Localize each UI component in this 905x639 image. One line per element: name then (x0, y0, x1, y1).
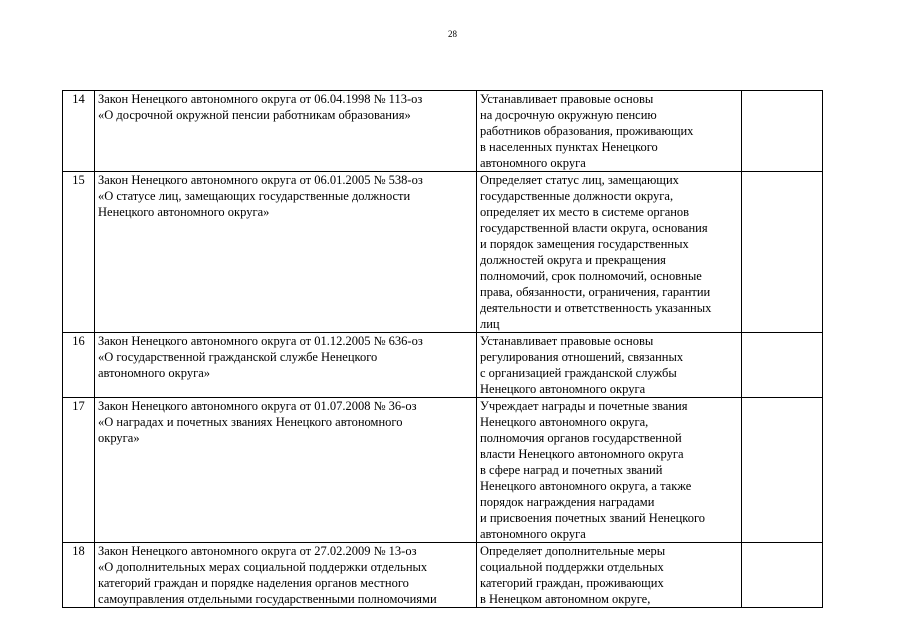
law-description-line: Ненецкого автономного округа (480, 382, 646, 396)
law-title-line: округа» (98, 431, 140, 445)
law-description-line: категорий граждан, проживающих (480, 576, 664, 590)
law-description-line: полномочий, срок полномочий, основные (480, 269, 702, 283)
note-cell (742, 172, 823, 333)
row-number-cell: 15 (63, 172, 95, 333)
law-description-line: с организацией гражданской службы (480, 366, 677, 380)
law-description-line: государственные должности округа, (480, 189, 674, 203)
law-description-cell (477, 398, 742, 543)
law-description-line: должностей округа и прекращения (480, 253, 666, 267)
law-title-cell (95, 172, 477, 333)
law-description-cell (477, 91, 742, 172)
law-description-line: лиц (480, 317, 500, 331)
law-description-line: порядок награждения наградами (480, 495, 655, 509)
law-title-cell (95, 91, 477, 172)
law-description-line: социальной поддержки отдельных (480, 560, 664, 574)
law-title-line: самоуправления отдельными государственными полномочиями (98, 592, 437, 606)
law-description-line: регулирования отношений, связанных (480, 350, 684, 364)
laws-table-body (63, 91, 823, 608)
law-description-line: Учреждает награды и почетные звания (480, 399, 688, 413)
law-title-cell (95, 398, 477, 543)
law-title-line: Закон Ненецкого автономного округа от 06.04.1998 № 113-оз (98, 92, 423, 106)
law-title-line: «О досрочной окружной пенсии работникам образования» (98, 108, 411, 122)
law-title-line: «О наградах и почетных званиях Ненецкого автономного (98, 415, 403, 429)
law-title-cell (95, 543, 477, 608)
law-title-line: «О статусе лиц, замещающих государственные должности (98, 189, 411, 203)
page-number: 28 (448, 29, 457, 39)
law-description-line: автономного округа (480, 527, 586, 541)
row-number-cell: 14 (63, 91, 95, 172)
law-description-line: государственной власти округа, основания (480, 221, 708, 235)
law-description-line: автономного округа (480, 156, 586, 170)
law-description-cell (477, 333, 742, 398)
law-description-line: в населенных пунктах Ненецкого (480, 140, 658, 154)
law-title-line: «О государственной гражданской службе Ненецкого (98, 350, 378, 364)
law-description-cell (477, 543, 742, 608)
law-title-line: автономного округа» (98, 366, 211, 380)
law-description-line: права, обязанности, ограничения, гарантии (480, 285, 711, 299)
law-description-cell (477, 172, 742, 333)
law-title-line: «О дополнительных мерах социальной поддержки отдельных (98, 560, 428, 574)
note-cell (742, 543, 823, 608)
law-title-cell (95, 333, 477, 398)
law-description-line: Ненецкого автономного округа, (480, 415, 649, 429)
law-description-line: Устанавливает правовые основы (480, 334, 654, 348)
table-row (63, 172, 823, 333)
row-number-cell: 17 (63, 398, 95, 543)
law-description-line: Определяет дополнительные меры (480, 544, 666, 558)
law-description-line: и порядок замещения государственных (480, 237, 689, 251)
note-cell (742, 333, 823, 398)
note-cell (742, 91, 823, 172)
law-title-line: Закон Ненецкого автономного округа от 27.02.2009 № 13-оз (98, 544, 417, 558)
law-description-line: Ненецкого автономного округа, а также (480, 479, 692, 493)
law-title-line: категорий граждан и порядке наделения органов местного (98, 576, 409, 590)
law-title-line: Закон Ненецкого автономного округа от 01.12.2005 № 636-оз (98, 334, 423, 348)
law-description-line: деятельности и ответственность указанных (480, 301, 712, 315)
law-description-line: определяет их место в системе органов (480, 205, 690, 219)
law-description-line: власти Ненецкого автономного округа (480, 447, 684, 461)
law-title-line: Закон Ненецкого автономного округа от 01.07.2008 № 36-оз (98, 399, 417, 413)
table-row (63, 91, 823, 172)
row-number-cell: 16 (63, 333, 95, 398)
law-title-line: Закон Ненецкого автономного округа от 06.01.2005 № 538-оз (98, 173, 423, 187)
law-description-line: на досрочную окружную пенсию (480, 108, 657, 122)
row-number-cell: 18 (63, 543, 95, 608)
law-description-line: Устанавливает правовые основы (480, 92, 654, 106)
note-cell (742, 398, 823, 543)
law-description-line: Определяет статус лиц, замещающих (480, 173, 679, 187)
laws-table (62, 90, 823, 608)
table-row (63, 398, 823, 543)
table-row (63, 333, 823, 398)
law-title-line: Ненецкого автономного округа» (98, 205, 270, 219)
law-description-line: и присвоения почетных званий Ненецкого (480, 511, 706, 525)
law-description-line: полномочия органов государственной (480, 431, 682, 445)
law-description-line: работников образования, проживающих (480, 124, 694, 138)
table-row (63, 543, 823, 608)
law-description-line: в Ненецком автономном округе, (480, 592, 651, 606)
law-description-line: в сфере наград и почетных званий (480, 463, 663, 477)
